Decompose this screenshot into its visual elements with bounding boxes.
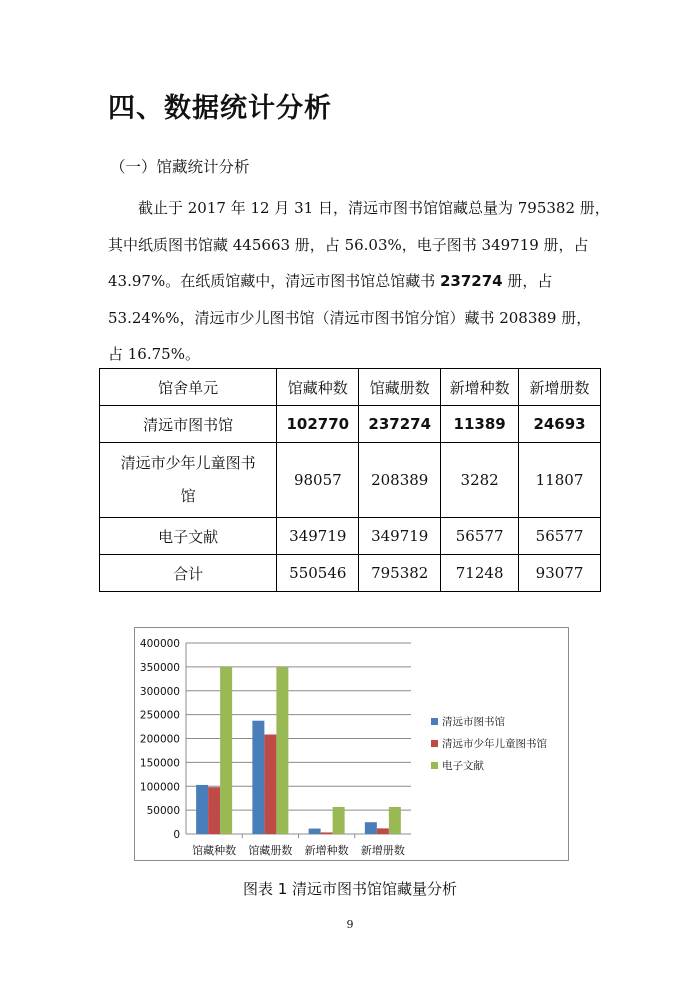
bar [252, 721, 264, 834]
bar [309, 829, 321, 834]
table-header-cell: 新增册数 [519, 369, 601, 406]
table-row [100, 518, 601, 555]
table-row [100, 406, 601, 443]
unit-line: 清远市少年儿童图书 [120, 454, 256, 472]
bar [333, 807, 345, 834]
y-tick-label: 0 [173, 829, 180, 841]
table-header-cell: 馆藏种数 [277, 369, 359, 406]
subsection-heading: （一）馆藏统计分析 [110, 158, 250, 176]
bar-chart-svg [135, 628, 568, 860]
bar [220, 667, 232, 834]
table-cell: 71248 [441, 555, 519, 592]
table-header-row [100, 369, 601, 406]
y-tick-label: 150000 [139, 757, 180, 770]
paragraph-text: 43.97%。在纸质馆藏中，清远市图书馆总馆藏书 [108, 272, 440, 290]
section-heading: 四、数据统计分析 [108, 93, 332, 124]
table-cell: 24693 [519, 406, 601, 443]
legend-label: 清远市图书馆 [442, 716, 505, 728]
bar [377, 828, 389, 834]
table-row [100, 555, 601, 592]
table-header-cell: 馆舍单元 [100, 369, 277, 406]
paragraph-bold-number: 237274 [439, 272, 503, 290]
table-cell: 102770 [277, 406, 359, 443]
y-tick-label: 100000 [139, 781, 180, 794]
y-tick-label: 400000 [139, 638, 180, 650]
table-cell-unit [100, 443, 277, 518]
table-cell: 56577 [441, 518, 519, 555]
chart-caption: 图表 1 清远市图书馆馆藏量分析 [242, 880, 458, 898]
table-cell: 11389 [441, 406, 519, 443]
legend-label: 清远市少年儿童图书馆 [442, 738, 547, 750]
legend-swatch [431, 718, 438, 725]
legend-swatch [431, 740, 438, 747]
legend-swatch [431, 762, 438, 769]
bar [196, 785, 208, 834]
unit-line: 馆 [180, 487, 196, 505]
bar [208, 787, 220, 834]
bar [389, 807, 401, 834]
legend-label: 电子文献 [442, 760, 484, 772]
bar [264, 734, 276, 834]
y-tick-label: 50000 [146, 805, 180, 818]
bar-chart [134, 627, 569, 861]
x-tick-label: 新增种数 [304, 844, 349, 857]
x-tick-label: 馆藏种数 [192, 844, 237, 857]
table-cell-unit: 清远市图书馆 [100, 406, 277, 443]
table-cell: 550546 [277, 555, 359, 592]
table-cell: 3282 [441, 443, 519, 518]
table-cell: 93077 [519, 555, 601, 592]
table-cell: 349719 [359, 518, 441, 555]
y-tick-label: 200000 [139, 733, 180, 746]
table-cell: 11807 [519, 443, 601, 518]
bar [276, 667, 288, 834]
collection-table [99, 368, 601, 592]
table-cell: 795382 [359, 555, 441, 592]
table-cell: 98057 [277, 443, 359, 518]
table-header-cell: 新增种数 [441, 369, 519, 406]
table-cell-unit: 合计 [100, 555, 277, 592]
y-tick-label: 300000 [139, 685, 180, 698]
table-cell-unit: 电子文献 [100, 518, 277, 555]
paragraph-line: 53.24%%，清远市少儿图书馆（清远市图书馆分馆）藏书 208389 册， [108, 308, 592, 327]
table-row [100, 443, 601, 518]
paragraph-text: 册，占 [502, 272, 553, 290]
table-header-cell: 馆藏册数 [359, 369, 441, 406]
table-cell: 349719 [277, 518, 359, 555]
bar [321, 832, 333, 834]
x-tick-label: 馆藏册数 [248, 844, 293, 857]
y-tick-label: 350000 [139, 661, 180, 674]
paragraph-line: 其中纸质图书馆藏 445663 册，占 56.03%，电子图书 349719 册，占 [108, 235, 589, 254]
x-tick-label: 新增册数 [360, 844, 405, 857]
bar [365, 822, 377, 834]
page-number: 9 [346, 918, 354, 931]
paragraph-line: 截止于 2017 年 12 月 31 日，清远市图书馆馆藏总量为 795382 册， [138, 199, 610, 217]
table-cell: 237274 [359, 406, 441, 443]
table-cell: 208389 [359, 443, 441, 518]
body-paragraph [108, 190, 610, 373]
table-cell: 56577 [519, 518, 601, 555]
y-tick-label: 250000 [139, 709, 180, 722]
paragraph-line: 占 16.75%。 [108, 345, 200, 363]
paragraph-line [108, 263, 602, 300]
